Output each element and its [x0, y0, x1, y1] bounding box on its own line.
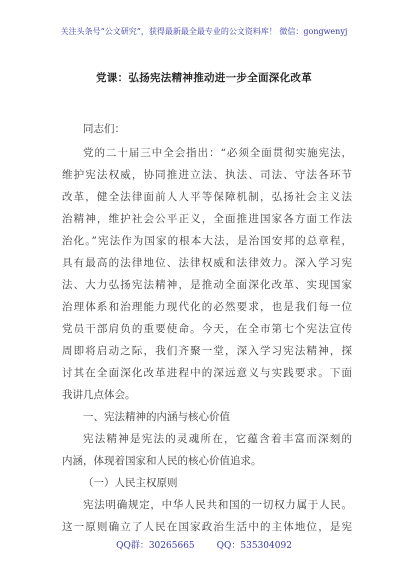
paragraph-line: 周即将启动之际，我们齐聚一堂，深入学习宪法精神，探	[62, 345, 352, 357]
paragraph-line: 党的二十届三中全会指出：“必须全面贯彻实施宪法，	[83, 147, 352, 159]
paragraph-line: 我讲几点体会。	[62, 389, 136, 401]
section-heading: 一、宪法精神的内涵与核心价值	[83, 411, 230, 423]
paragraph-1	[62, 142, 352, 406]
paragraph-line: 内涵，体现着国家和人民的核心价值追求。	[62, 455, 262, 467]
paragraph-line: 宪法明确规定，中华人民共和国的一切权力属于人民。	[83, 499, 352, 511]
section-1	[62, 406, 352, 538]
paragraph-line: 党员干部肩负的重要使命。今天，在全市第七个宪法宣传	[62, 323, 352, 335]
document-title: 党课：弘扬宪法精神推动进一步全面深化改革	[96, 72, 312, 84]
paragraph-line: 这一原则确立了人民在国家政治生活中的主体地位，是宪	[62, 521, 352, 533]
paragraph-line: 宪法精神是宪法的灵魂所在，它蕴含着丰富而深刻的	[83, 433, 352, 445]
salutation: 同志们：	[83, 123, 125, 135]
paragraph-line: 维护宪法权威，协同推进立法、执法、司法、守法各环节	[62, 169, 352, 181]
paragraph-line: 具有最高的法律地位、法律权威和法律效力。深入学习宪	[62, 257, 352, 269]
qq-group-number: QQ群：30265665	[116, 541, 195, 551]
subsection-heading: （一）人民主权原则	[83, 477, 178, 489]
header-banner: 关注头条号“公文研究”，获得最新最全最专业的公文资料库！ 微信：gongwenyj	[60, 27, 348, 36]
document-body	[62, 118, 352, 140]
qq-number: QQ：535304092	[216, 541, 292, 551]
paragraph-line: 讨其在全面深化改革进程中的深远意义与实践要求。下面	[62, 367, 352, 379]
paragraph-line: 治化。”宪法作为国家的根本大法，是治国安邦的总章程，	[62, 235, 352, 247]
footer-contact	[0, 538, 408, 551]
paragraph-line: 法、大力弘扬宪法精神，是推动全面深化改革、实现国家	[62, 279, 352, 291]
paragraph-line: 治精神，维护社会公平正义，全面推进国家各方面工作法	[62, 213, 352, 225]
paragraph-line: 改革，健全法律面前人人平等保障机制，弘扬社会主义法	[62, 191, 352, 203]
paragraph-line: 治理体系和治理能力现代化的必然要求，也是我们每一位	[62, 301, 352, 313]
